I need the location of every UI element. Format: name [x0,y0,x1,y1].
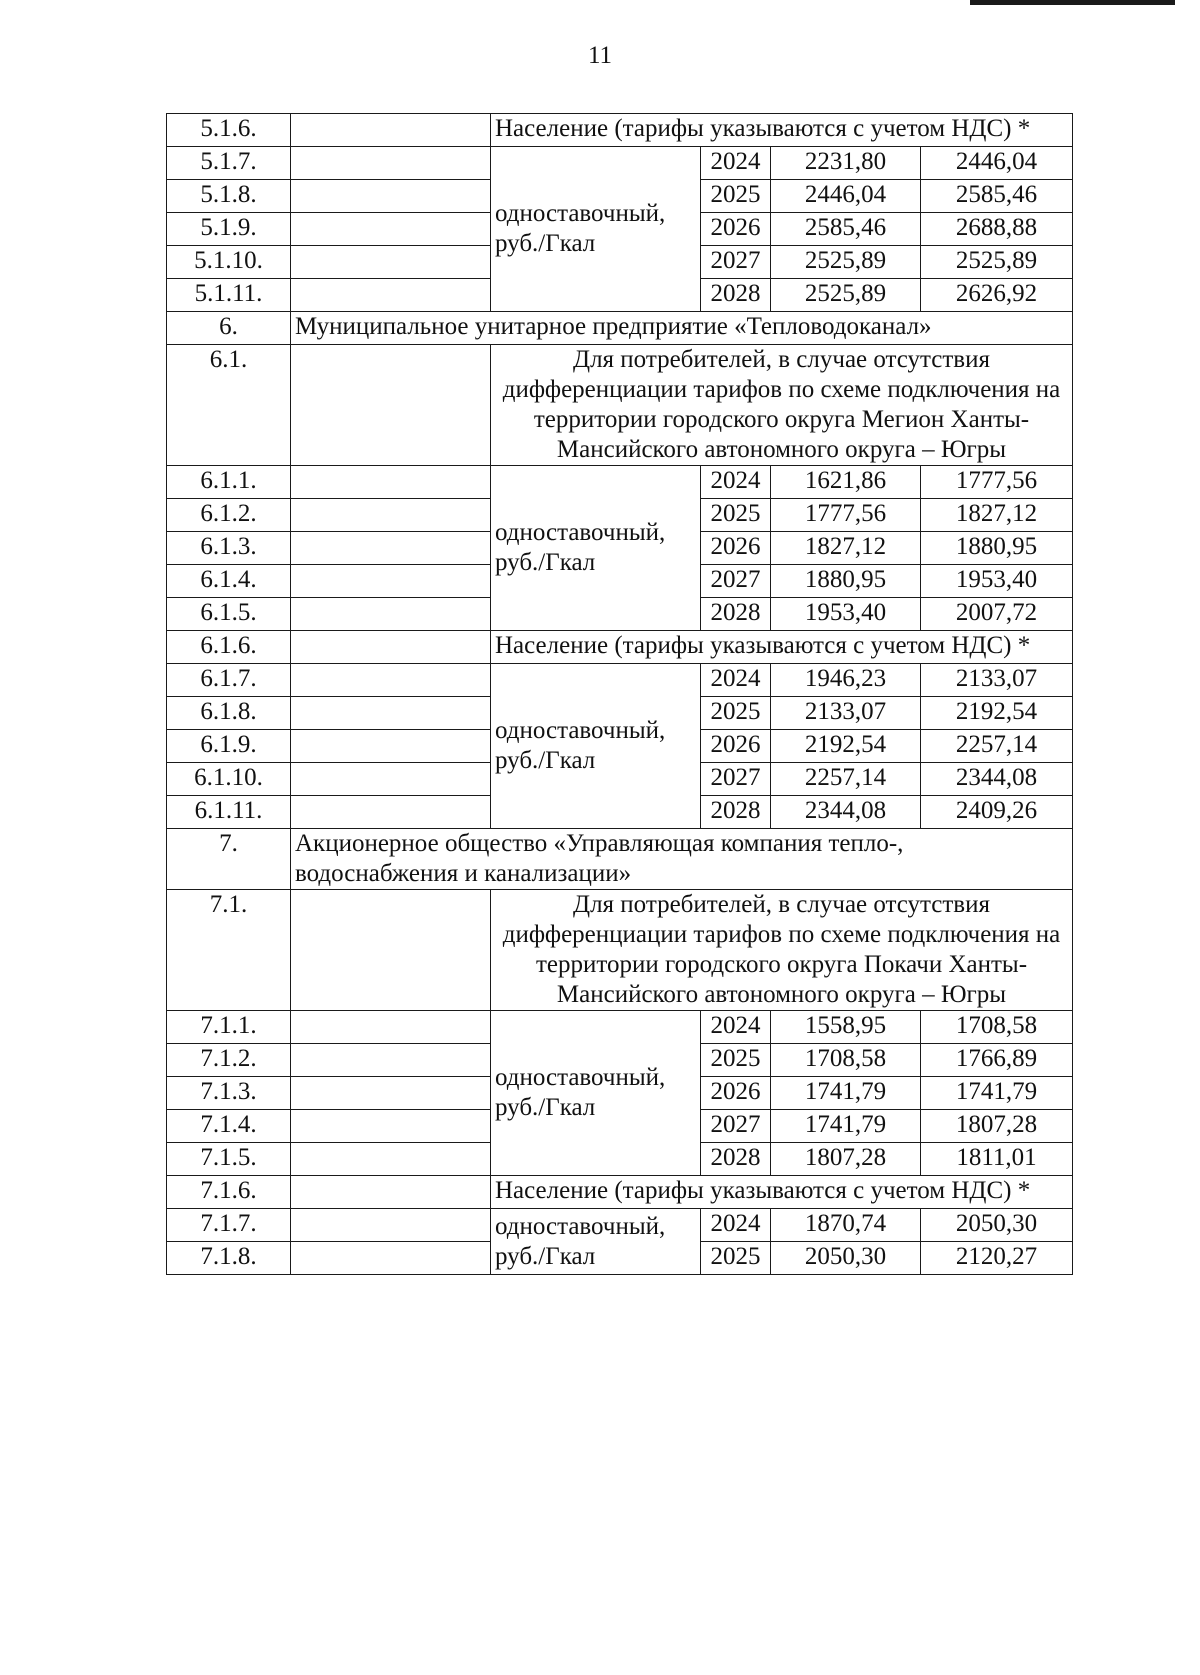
year-cell: 2025 [701,697,771,730]
tariff-first-half: 1741,79 [771,1077,921,1110]
tariff-first-half: 1777,56 [771,499,921,532]
tariff-unit: одноставочный, руб./Гкал [491,147,701,312]
tariff-unit: одноставочный, руб./Гкал [491,1209,701,1275]
tariff-second-half: 2525,89 [921,246,1073,279]
empty-cell [291,697,491,730]
year-cell: 2024 [701,1011,771,1044]
row-number: 6.1.2. [167,499,291,532]
category-text: Население (тарифы указываются с учетом НДС) * [491,1176,1073,1209]
tariff-second-half: 1741,79 [921,1077,1073,1110]
year-cell: 2027 [701,246,771,279]
tariff-second-half: 2585,46 [921,180,1073,213]
row-number: 5.1.7. [167,147,291,180]
category-row [167,114,1073,147]
row-number: 7.1.1. [167,1011,291,1044]
empty-cell [291,279,491,312]
tariff-table [166,113,1073,1275]
page-number: 11 [587,42,613,69]
tariff-second-half: 2192,54 [921,697,1073,730]
category-row [167,345,1073,466]
row-number: 7. [167,829,291,890]
row-number: 5.1.11. [167,279,291,312]
year-cell: 2028 [701,598,771,631]
tariff-first-half: 1558,95 [771,1011,921,1044]
tariff-second-half: 2133,07 [921,664,1073,697]
year-cell: 2028 [701,1143,771,1176]
organization-name: Муниципальное унитарное предприятие «Тепловодоканал» [291,312,1073,345]
row-number: 7.1.7. [167,1209,291,1242]
empty-cell [291,763,491,796]
tariff-first-half: 1741,79 [771,1110,921,1143]
year-cell: 2024 [701,147,771,180]
category-row [167,1176,1073,1209]
year-cell: 2026 [701,532,771,565]
top-rule [970,0,1175,5]
year-cell: 2027 [701,763,771,796]
tariff-first-half: 1708,58 [771,1044,921,1077]
row-number: 6.1.4. [167,565,291,598]
tariff-row [167,664,1073,697]
tariff-first-half: 2525,89 [771,279,921,312]
empty-cell [291,499,491,532]
tariff-second-half: 2120,27 [921,1242,1073,1275]
tariff-second-half: 2007,72 [921,598,1073,631]
year-cell: 2024 [701,466,771,499]
empty-cell [291,664,491,697]
year-cell: 2028 [701,796,771,829]
year-cell: 2026 [701,213,771,246]
year-cell: 2026 [701,730,771,763]
tariff-first-half: 2525,89 [771,246,921,279]
tariff-unit: одноставочный, руб./Гкал [491,1011,701,1176]
year-cell: 2025 [701,1242,771,1275]
empty-cell [291,246,491,279]
tariff-unit: одноставочный, руб./Гкал [491,664,701,829]
empty-cell [291,1209,491,1242]
tariff-first-half: 2344,08 [771,796,921,829]
tariff-first-half: 1870,74 [771,1209,921,1242]
row-number: 5.1.6. [167,114,291,147]
empty-cell [291,466,491,499]
row-number: 7.1.5. [167,1143,291,1176]
empty-cell [291,796,491,829]
category-text: Для потребителей, в случае отсутствия дифференциации тарифов по схеме подключения на территории городского округа Покачи Ханты-Мансийского автономного округа – Югры [491,890,1073,1011]
tariff-row [167,466,1073,499]
tariff-row [167,1209,1073,1242]
year-cell: 2024 [701,664,771,697]
empty-cell [291,1077,491,1110]
empty-cell [291,180,491,213]
tariff-first-half: 1953,40 [771,598,921,631]
row-number: 6.1.11. [167,796,291,829]
row-number: 6.1.6. [167,631,291,664]
empty-cell [291,631,491,664]
year-cell: 2028 [701,279,771,312]
organization-row [167,312,1073,345]
tariff-second-half: 2409,26 [921,796,1073,829]
tariff-second-half: 1777,56 [921,466,1073,499]
row-number: 6.1. [167,345,291,466]
empty-cell [291,1143,491,1176]
row-number: 5.1.10. [167,246,291,279]
category-text: Население (тарифы указываются с учетом НДС) * [491,114,1073,147]
tariff-second-half: 1708,58 [921,1011,1073,1044]
tariff-first-half: 2585,46 [771,213,921,246]
tariff-row [167,1011,1073,1044]
row-number: 5.1.8. [167,180,291,213]
empty-cell [291,532,491,565]
year-cell: 2025 [701,1044,771,1077]
year-cell: 2025 [701,499,771,532]
row-number: 7.1.4. [167,1110,291,1143]
tariff-first-half: 2050,30 [771,1242,921,1275]
category-row [167,631,1073,664]
tariff-second-half: 2688,88 [921,213,1073,246]
tariff-first-half: 2192,54 [771,730,921,763]
tariff-second-half: 2344,08 [921,763,1073,796]
category-row [167,890,1073,1011]
empty-cell [291,730,491,763]
row-number: 6.1.1. [167,466,291,499]
row-number: 6.1.8. [167,697,291,730]
category-text: Для потребителей, в случае отсутствия дифференциации тарифов по схеме подключения на территории городского округа Мегион Ханты-Мансийского автономного округа – Югры [491,345,1073,466]
tariff-row [167,147,1073,180]
tariff-first-half: 2231,80 [771,147,921,180]
empty-cell [291,1110,491,1143]
empty-cell [291,1176,491,1209]
row-number: 6.1.10. [167,763,291,796]
empty-cell [291,1242,491,1275]
tariff-first-half: 1827,12 [771,532,921,565]
empty-cell [291,890,491,1011]
tariff-second-half: 1807,28 [921,1110,1073,1143]
row-number: 7.1.6. [167,1176,291,1209]
tariff-second-half: 1953,40 [921,565,1073,598]
year-cell: 2027 [701,1110,771,1143]
tariff-second-half: 2257,14 [921,730,1073,763]
row-number: 7.1. [167,890,291,1011]
empty-cell [291,114,491,147]
year-cell: 2025 [701,180,771,213]
row-number: 5.1.9. [167,213,291,246]
empty-cell [291,565,491,598]
row-number: 7.1.2. [167,1044,291,1077]
tariff-first-half: 1621,86 [771,466,921,499]
tariff-first-half: 2446,04 [771,180,921,213]
row-number: 6.1.9. [167,730,291,763]
tariff-unit: одноставочный, руб./Гкал [491,466,701,631]
tariff-first-half: 2257,14 [771,763,921,796]
empty-cell [291,345,491,466]
empty-cell [291,147,491,180]
tariff-second-half: 2626,92 [921,279,1073,312]
tariff-first-half: 1946,23 [771,664,921,697]
empty-cell [291,1011,491,1044]
tariff-second-half: 1880,95 [921,532,1073,565]
row-number: 6.1.7. [167,664,291,697]
tariff-first-half: 1880,95 [771,565,921,598]
empty-cell [291,213,491,246]
row-number: 6. [167,312,291,345]
organization-name: Акционерное общество «Управляющая компания тепло-, водоснабжения и канализации» [291,829,1073,890]
year-cell: 2026 [701,1077,771,1110]
row-number: 7.1.3. [167,1077,291,1110]
tariff-table-body [167,114,1073,1275]
empty-cell [291,598,491,631]
tariff-second-half: 2446,04 [921,147,1073,180]
row-number: 6.1.5. [167,598,291,631]
year-cell: 2024 [701,1209,771,1242]
category-text: Население (тарифы указываются с учетом НДС) * [491,631,1073,664]
tariff-second-half: 1766,89 [921,1044,1073,1077]
tariff-first-half: 2133,07 [771,697,921,730]
tariff-second-half: 1811,01 [921,1143,1073,1176]
row-number: 7.1.8. [167,1242,291,1275]
tariff-second-half: 1827,12 [921,499,1073,532]
tariff-second-half: 2050,30 [921,1209,1073,1242]
year-cell: 2027 [701,565,771,598]
organization-row [167,829,1073,890]
empty-cell [291,1044,491,1077]
tariff-first-half: 1807,28 [771,1143,921,1176]
row-number: 6.1.3. [167,532,291,565]
